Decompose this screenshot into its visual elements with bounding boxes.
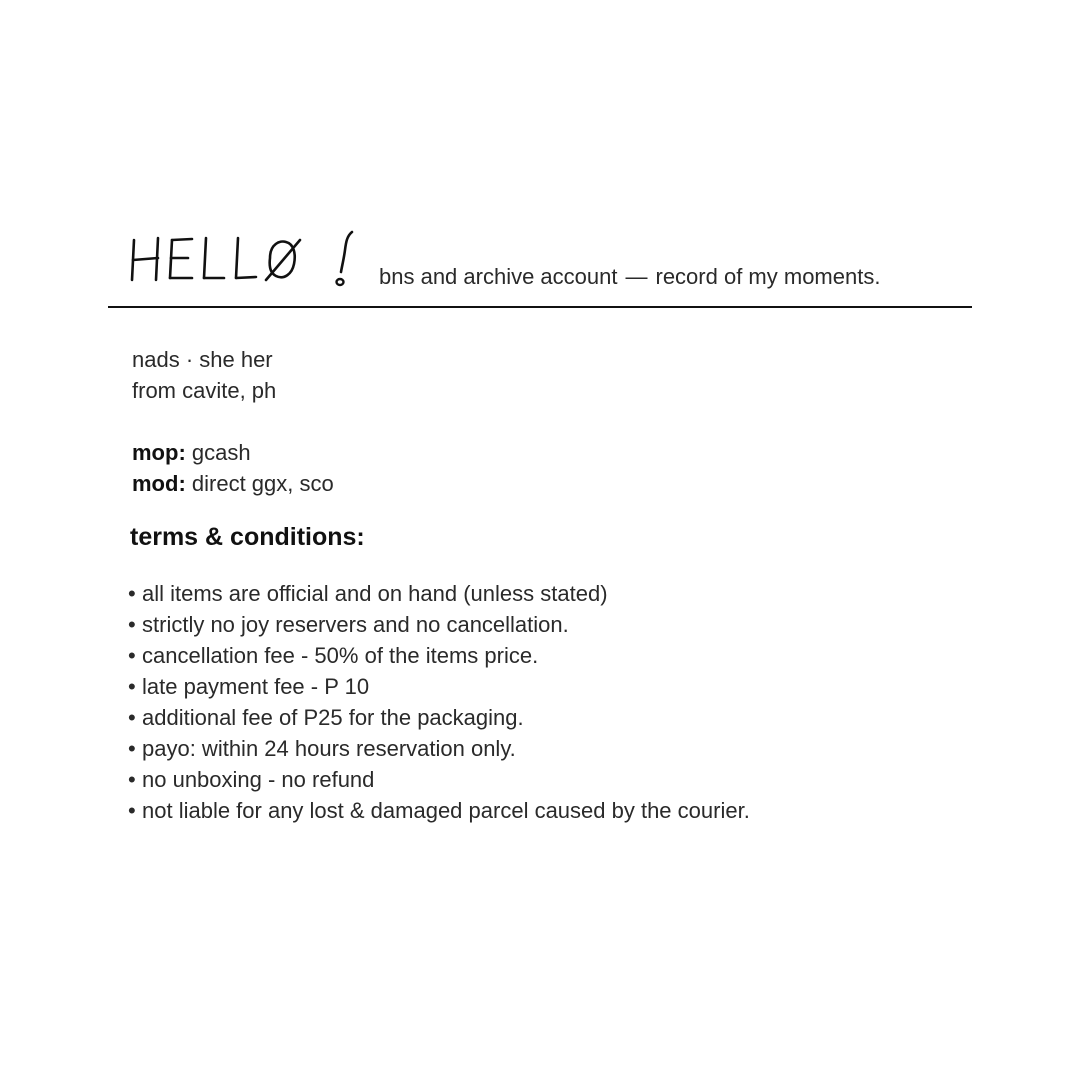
terms-item	[128, 795, 750, 826]
bullet-icon: •	[128, 612, 136, 637]
terms-item-text: all items are official and on hand (unless stated)	[142, 581, 608, 606]
bullet-icon: •	[128, 798, 136, 823]
mode-of-delivery	[132, 468, 334, 499]
terms-item-text: late payment fee - P 10	[142, 674, 370, 699]
bullet-icon: •	[128, 767, 136, 792]
terms-item-text: cancellation fee - 50% of the items price.	[142, 643, 539, 668]
terms-item	[128, 671, 750, 702]
tagline-left: bns and archive account	[379, 264, 618, 289]
terms-list	[128, 578, 750, 826]
tagline-dash: —	[625, 264, 648, 289]
mod-value: direct ggx, sco	[191, 471, 334, 496]
terms-item	[128, 578, 750, 609]
terms-item	[128, 640, 750, 671]
mod-label: mod:	[132, 471, 186, 496]
exclamation-mark-handwritten	[330, 226, 360, 290]
terms-item-text: no unboxing - no refund	[142, 767, 375, 792]
terms-title: terms & conditions:	[130, 523, 365, 551]
bullet-icon: •	[128, 736, 136, 761]
terms-item-text: additional fee of P25 for the packaging.	[142, 705, 524, 730]
bullet-icon: •	[128, 674, 136, 699]
terms-item-text: not liable for any lost & damaged parcel caused by the courier.	[142, 798, 750, 823]
terms-item-text: payo: within 24 hours reservation only.	[142, 736, 516, 761]
terms-item	[128, 733, 750, 764]
tagline	[379, 264, 880, 290]
location: from cavite, ph	[132, 378, 277, 403]
spacer	[132, 406, 334, 437]
mop-value: gcash	[191, 440, 251, 465]
tagline-right: record of my moments.	[655, 264, 881, 289]
name-pronouns: nads · she her	[132, 347, 273, 372]
bullet-icon: •	[128, 643, 136, 668]
terms-item	[128, 609, 750, 640]
terms-item	[128, 764, 750, 795]
mode-of-payment	[132, 437, 334, 468]
profile-info	[132, 344, 334, 499]
bullet-icon: •	[128, 705, 136, 730]
terms-item-text: strictly no joy reservers and no cancellation.	[142, 612, 569, 637]
mop-label: mop:	[132, 440, 186, 465]
terms-item	[128, 702, 750, 733]
bullet-icon: •	[128, 581, 136, 606]
header	[108, 222, 972, 308]
